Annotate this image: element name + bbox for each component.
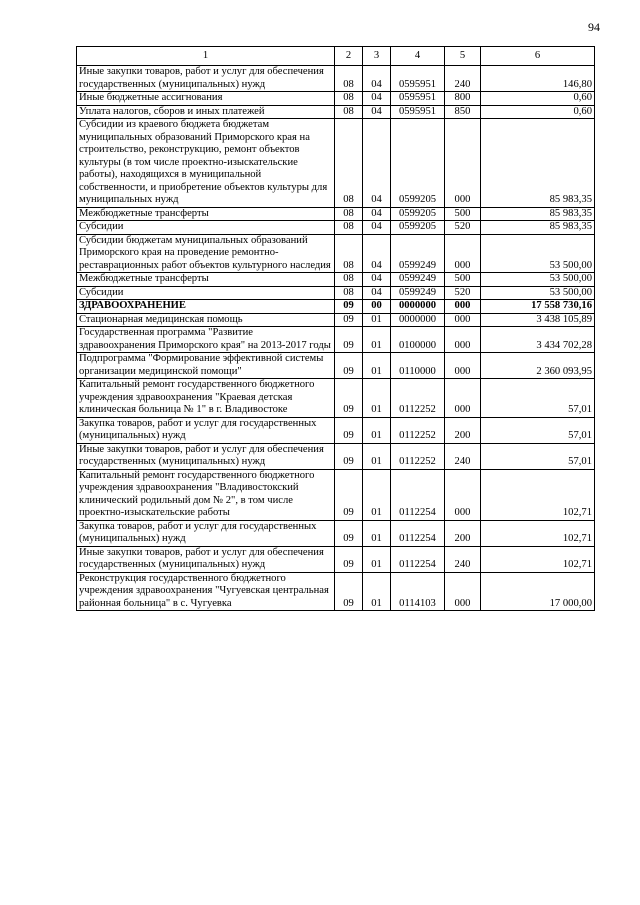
amount-cell: 85 983,35 xyxy=(481,119,595,208)
subsection-code-cell: 01 xyxy=(363,379,391,418)
table-row xyxy=(77,546,595,572)
row-name-cell: Капитальный ремонт государственного бюджетного учреждения здравоохранения "Владивостокский клинический родильный дом № 2", в том числе проектно-изыскательские работы xyxy=(77,469,335,520)
table-row xyxy=(77,286,595,300)
section-code-cell: 09 xyxy=(335,469,363,520)
target-article-cell: 0599205 xyxy=(391,221,445,235)
subsection-code-cell: 01 xyxy=(363,546,391,572)
expense-type-cell: 520 xyxy=(445,286,481,300)
header-row xyxy=(77,47,595,66)
target-article-cell: 0599249 xyxy=(391,234,445,273)
header-cell: 4 xyxy=(391,47,445,66)
amount-cell: 85 983,35 xyxy=(481,221,595,235)
subsection-code-cell: 04 xyxy=(363,286,391,300)
subsection-code-cell: 01 xyxy=(363,417,391,443)
target-article-cell: 0100000 xyxy=(391,327,445,353)
table-row xyxy=(77,520,595,546)
expense-type-cell: 500 xyxy=(445,273,481,287)
row-name-cell: Межбюджетные трансферты xyxy=(77,207,335,221)
expense-type-cell: 000 xyxy=(445,313,481,327)
expense-type-cell: 000 xyxy=(445,353,481,379)
amount-cell: 0,60 xyxy=(481,105,595,119)
subsection-code-cell: 01 xyxy=(363,520,391,546)
row-name-cell: ЗДРАВООХРАНЕНИЕ xyxy=(77,300,335,314)
target-article-cell: 0112254 xyxy=(391,546,445,572)
expense-type-cell: 000 xyxy=(445,300,481,314)
target-article-cell: 0000000 xyxy=(391,300,445,314)
amount-cell: 85 983,35 xyxy=(481,207,595,221)
subsection-code-cell: 01 xyxy=(363,443,391,469)
row-name-cell: Иные закупки товаров, работ и услуг для обеспечения государственных (муниципальных) нужд xyxy=(77,66,335,92)
expense-type-cell: 200 xyxy=(445,417,481,443)
target-article-cell: 0112252 xyxy=(391,443,445,469)
row-name-cell: Субсидии xyxy=(77,221,335,235)
table-row xyxy=(77,273,595,287)
expense-type-cell: 240 xyxy=(445,443,481,469)
header-cell: 6 xyxy=(481,47,595,66)
section-code-cell: 08 xyxy=(335,273,363,287)
target-article-cell: 0599249 xyxy=(391,286,445,300)
table-row xyxy=(77,92,595,106)
target-article-cell: 0595951 xyxy=(391,92,445,106)
amount-cell: 102,71 xyxy=(481,546,595,572)
section-code-cell: 09 xyxy=(335,379,363,418)
header-cell: 1 xyxy=(77,47,335,66)
amount-cell: 57,01 xyxy=(481,379,595,418)
row-name-cell: Субсидии xyxy=(77,286,335,300)
amount-cell: 53 500,00 xyxy=(481,273,595,287)
table-row xyxy=(77,379,595,418)
section-code-cell: 09 xyxy=(335,520,363,546)
table-row xyxy=(77,417,595,443)
expense-type-cell: 850 xyxy=(445,105,481,119)
target-article-cell: 0599205 xyxy=(391,119,445,208)
section-code-cell: 09 xyxy=(335,572,363,611)
section-code-cell: 08 xyxy=(335,286,363,300)
table-row xyxy=(77,119,595,208)
amount-cell: 0,60 xyxy=(481,92,595,106)
target-article-cell: 0599205 xyxy=(391,207,445,221)
expense-type-cell: 800 xyxy=(445,92,481,106)
row-name-cell: Стационарная медицинская помощь xyxy=(77,313,335,327)
target-article-cell: 0114103 xyxy=(391,572,445,611)
subsection-code-cell: 00 xyxy=(363,300,391,314)
subsection-code-cell: 04 xyxy=(363,92,391,106)
expense-type-cell: 000 xyxy=(445,379,481,418)
table-row xyxy=(77,353,595,379)
row-name-cell: Капитальный ремонт государственного бюджетного учреждения здравоохранения "Краевая детская клиническая больница № 1" в г. Владивостоке xyxy=(77,379,335,418)
subsection-code-cell: 04 xyxy=(363,105,391,119)
table-row xyxy=(77,469,595,520)
row-name-cell: Реконструкция государственного бюджетного учреждения здравоохранения "Чугуевская центральная районная больница" в с. Чугуевка xyxy=(77,572,335,611)
subsection-code-cell: 01 xyxy=(363,572,391,611)
table-row xyxy=(77,313,595,327)
row-name-cell: Подпрограмма "Формирование эффективной системы организации медицинской помощи" xyxy=(77,353,335,379)
section-code-cell: 08 xyxy=(335,66,363,92)
section-code-cell: 09 xyxy=(335,300,363,314)
row-name-cell: Государственная программа "Развитие здравоохранения Приморского края" на 2013-2017 годы xyxy=(77,327,335,353)
section-code-cell: 09 xyxy=(335,353,363,379)
section-code-cell: 09 xyxy=(335,417,363,443)
table-row xyxy=(77,572,595,611)
subsection-code-cell: 01 xyxy=(363,353,391,379)
amount-cell: 53 500,00 xyxy=(481,234,595,273)
target-article-cell: 0112252 xyxy=(391,417,445,443)
amount-cell: 17 558 730,16 xyxy=(481,300,595,314)
target-article-cell: 0112254 xyxy=(391,469,445,520)
target-article-cell: 0112252 xyxy=(391,379,445,418)
target-article-cell: 0110000 xyxy=(391,353,445,379)
subsection-code-cell: 04 xyxy=(363,66,391,92)
table-row xyxy=(77,221,595,235)
amount-cell: 53 500,00 xyxy=(481,286,595,300)
row-name-cell: Уплата налогов, сборов и иных платежей xyxy=(77,105,335,119)
header-cell: 2 xyxy=(335,47,363,66)
header-cell: 3 xyxy=(363,47,391,66)
subsection-code-cell: 01 xyxy=(363,327,391,353)
budget-table xyxy=(76,46,595,611)
row-name-cell: Иные закупки товаров, работ и услуг для обеспечения государственных (муниципальных) нужд xyxy=(77,546,335,572)
expense-type-cell: 000 xyxy=(445,327,481,353)
subsection-code-cell: 04 xyxy=(363,119,391,208)
expense-type-cell: 000 xyxy=(445,119,481,208)
subsection-code-cell: 04 xyxy=(363,273,391,287)
section-code-cell: 08 xyxy=(335,221,363,235)
expense-type-cell: 500 xyxy=(445,207,481,221)
subsection-code-cell: 04 xyxy=(363,234,391,273)
section-code-cell: 08 xyxy=(335,119,363,208)
header-cell: 5 xyxy=(445,47,481,66)
section-code-cell: 08 xyxy=(335,105,363,119)
amount-cell: 102,71 xyxy=(481,520,595,546)
section-code-cell: 08 xyxy=(335,92,363,106)
target-article-cell: 0599249 xyxy=(391,273,445,287)
row-name-cell: Межбюджетные трансферты xyxy=(77,273,335,287)
table-row xyxy=(77,234,595,273)
expense-type-cell: 000 xyxy=(445,572,481,611)
amount-cell: 57,01 xyxy=(481,443,595,469)
section-code-cell: 08 xyxy=(335,207,363,221)
table-row xyxy=(77,443,595,469)
row-name-cell: Иные бюджетные ассигнования xyxy=(77,92,335,106)
expense-type-cell: 200 xyxy=(445,520,481,546)
amount-cell: 3 434 702,28 xyxy=(481,327,595,353)
table-row xyxy=(77,327,595,353)
subsection-code-cell: 04 xyxy=(363,221,391,235)
table-row xyxy=(77,105,595,119)
row-name-cell: Субсидии бюджетам муниципальных образований Приморского края на проведение ремонтно-реставрационных работ объектов культурного наследия xyxy=(77,234,335,273)
amount-cell: 102,71 xyxy=(481,469,595,520)
subsection-code-cell: 01 xyxy=(363,469,391,520)
amount-cell: 57,01 xyxy=(481,417,595,443)
subsection-code-cell: 01 xyxy=(363,313,391,327)
page-number: 94 xyxy=(588,20,600,34)
amount-cell: 3 438 105,89 xyxy=(481,313,595,327)
expense-type-cell: 520 xyxy=(445,221,481,235)
table-row xyxy=(77,66,595,92)
expense-type-cell: 240 xyxy=(445,546,481,572)
target-article-cell: 0000000 xyxy=(391,313,445,327)
amount-cell: 146,80 xyxy=(481,66,595,92)
expense-type-cell: 000 xyxy=(445,469,481,520)
section-code-cell: 09 xyxy=(335,443,363,469)
section-code-cell: 09 xyxy=(335,546,363,572)
section-code-cell: 09 xyxy=(335,327,363,353)
target-article-cell: 0112254 xyxy=(391,520,445,546)
subsection-code-cell: 04 xyxy=(363,207,391,221)
table-row xyxy=(77,207,595,221)
section-code-cell: 08 xyxy=(335,234,363,273)
row-name-cell: Иные закупки товаров, работ и услуг для обеспечения государственных (муниципальных) нужд xyxy=(77,443,335,469)
row-name-cell: Закупка товаров, работ и услуг для государственных (муниципальных) нужд xyxy=(77,520,335,546)
target-article-cell: 0595951 xyxy=(391,66,445,92)
row-name-cell: Субсидии из краевого бюджета бюджетам муниципальных образований Приморского края на строительство, реконструкцию, ремонт объектов культуры (в том числе проектно-изыскательские работы), находящихся в муниципальной собственности, и приобретение объектов культуры для муниципальных нужд xyxy=(77,119,335,208)
expense-type-cell: 240 xyxy=(445,66,481,92)
amount-cell: 2 360 093,95 xyxy=(481,353,595,379)
amount-cell: 17 000,00 xyxy=(481,572,595,611)
table-row xyxy=(77,300,595,314)
target-article-cell: 0595951 xyxy=(391,105,445,119)
row-name-cell: Закупка товаров, работ и услуг для государственных (муниципальных) нужд xyxy=(77,417,335,443)
section-code-cell: 09 xyxy=(335,313,363,327)
expense-type-cell: 000 xyxy=(445,234,481,273)
